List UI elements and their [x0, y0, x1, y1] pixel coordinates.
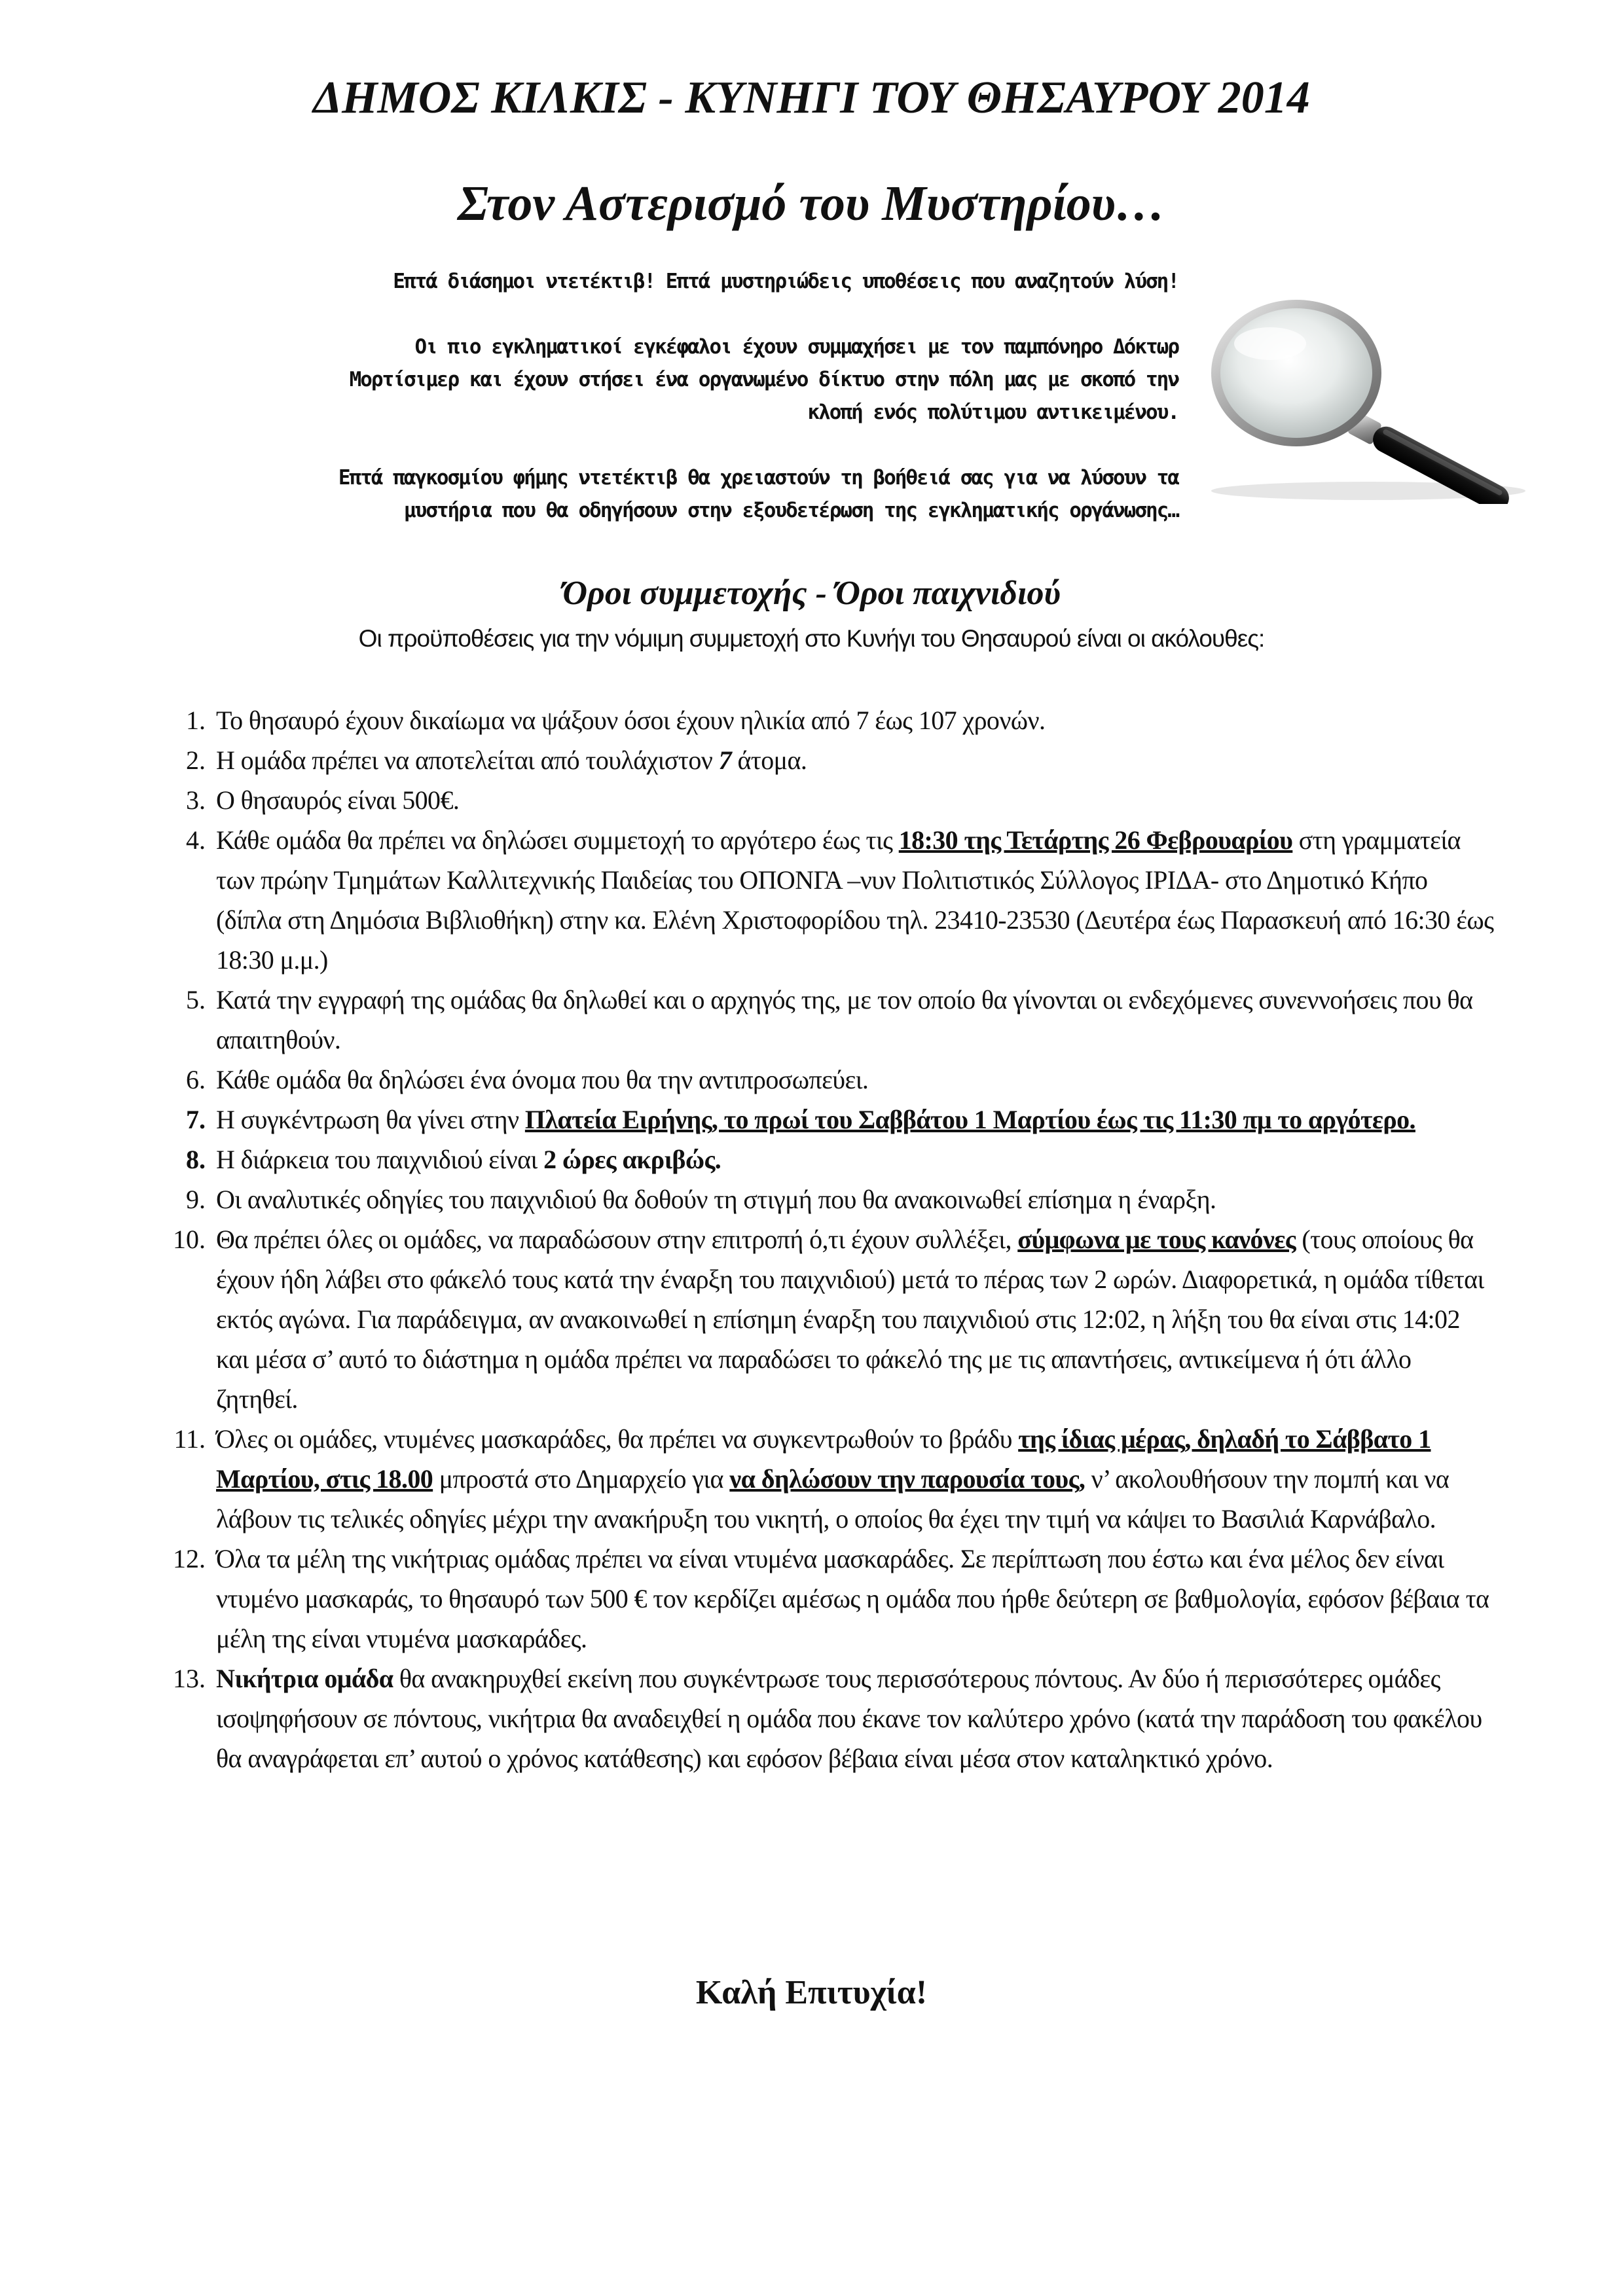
rule-text-part: Κάθε ομάδα θα πρέπει να δηλώσει συμμετοχή το αργότερο έως τις — [216, 825, 899, 855]
rule-number: 1. — [186, 706, 206, 735]
rule-number: 6. — [186, 1065, 206, 1094]
rule-text-emphasis: 18:30 της Τετάρτης 26 Φεβρουαρίου — [898, 825, 1293, 855]
rules-intro: Οι προϋποθέσεις για την νόμιμη συμμετοχή στο Κυνήγι του Θησαυρού είναι οι ακόλουθες: — [358, 625, 1265, 652]
rule-text: Κατά την εγγραφή της ομάδας θα δηλωθεί και ο αρχηγός της, με τον οποίο θα γίνονται οι ενδεχόμενες συνεννοήσεις που θα απαιτηθούν. — [216, 985, 1473, 1054]
rule-text — [216, 1139, 1498, 1179]
intro-text — [157, 265, 1178, 560]
intro-line: μυστήρια που θα οδηγήσουν στην εξουδετέρωση της εγκληματικής οργάνωσης… — [403, 499, 1178, 522]
rule-text-part: Η συγκέντρωση θα γίνει στην — [216, 1105, 525, 1134]
rule-text-emphasis: της ίδιας μέρας, δηλαδή το Σάββατο 1 Μαρτίου, στις 18.00 — [216, 1424, 1431, 1494]
rule-item — [162, 1139, 1498, 1179]
rule-item — [162, 1659, 1498, 1778]
rule-text-emphasis: Νικήτρια ομάδα — [216, 1664, 393, 1693]
rules-list — [162, 700, 1498, 1778]
rule-text-part: μπροστά στο Δημαρχείο για — [433, 1464, 730, 1494]
rule-text-part: Θα πρέπει όλες οι ομάδες, να παραδώσουν στην επιτροπή ό,τι έχουν συλλέξει, — [216, 1225, 1018, 1254]
rule-text-emphasis: Πλατεία Ειρήνης, το πρωί του Σαββάτου 1 Μαρτίου έως τις 11:30 πμ το αργότερο. — [524, 1105, 1415, 1134]
rule-number: 7. — [186, 1105, 206, 1134]
rule-text-emphasis: 7 — [718, 745, 732, 775]
rule-text — [216, 1419, 1498, 1539]
rule-text: Κάθε ομάδα θα δηλώσει ένα όνομα που θα την αντιπροσωπεύει. — [216, 1065, 869, 1094]
rule-text: Οι αναλυτικές οδηγίες του παιχνιδιού θα δοθούν τη στιγμή που θα ανακοινωθεί επίσημα η έναρξη. — [216, 1185, 1216, 1214]
rule-text — [216, 1659, 1498, 1778]
rule-text: Ο θησαυρός είναι 500€. — [216, 785, 460, 815]
rule-text-part: ν’ ακολουθήσουν την πομπή και να λάβουν τις τελικές οδηγίες μέχρι την ανακήρυξη του νικητή, ο οποίος θα έχει την τιμή να κάψει το Βασιλιά Καρνάβαλο. — [216, 1464, 1450, 1534]
rule-item — [162, 700, 1498, 740]
rule-number: 11. — [173, 1424, 206, 1454]
rule-item — [162, 1219, 1498, 1419]
rule-item — [162, 1060, 1498, 1100]
rule-text-part: Η ομάδα πρέπει να αποτελείται από τουλάχιστον — [216, 745, 719, 775]
rule-number: 9. — [186, 1185, 206, 1214]
rule-text: Το θησαυρό έχουν δικαίωμα να ψάξουν όσοι έχουν ηλικία από 7 έως 107 χρονών. — [216, 706, 1046, 735]
rule-number: 12. — [173, 1544, 206, 1573]
intro-line: Μορτίσιμερ και έχουν στήσει ένα οργανωμένο δίκτυο στην πόλη μας με σκοπό την — [349, 368, 1178, 391]
rule-text-emphasis: να δηλώσουν την παρουσία τους, — [729, 1464, 1085, 1494]
rule-item — [162, 780, 1498, 820]
rule-item — [162, 820, 1498, 980]
intro-paragraph-2 — [157, 331, 1178, 429]
rule-number: 2. — [186, 745, 206, 775]
rule-text-emphasis: σύμφωνα με τους κανόνες — [1017, 1225, 1296, 1254]
rule-number: 10. — [173, 1225, 206, 1254]
rule-text-part: στη γραμματεία των πρώην Τμημάτων Καλλιτεχνικής Παιδείας του ΟΠΟΝΓΑ –νυν Πολιτιστικός Σύλλογος ΙΡΙΔΑ- στο Δημοτικό Κήπο (δίπλα στη Δημόσια Βιβλιοθήκη) στην κα. Ελένη Χριστοφορίδου τηλ. 23410-23530 (Δευτέρα έως Παρασκευή από 16:30 έως 18:30 μ.μ.) — [216, 825, 1494, 975]
closing-message: Καλή Επιτυχία! — [695, 1974, 928, 2011]
intro-paragraph-1: Επτά διάσημοι ντετέκτιβ! Επτά μυστηριώδεις υποθέσεις που αναζητούν λύση! — [393, 270, 1178, 293]
rule-number: 8. — [186, 1145, 206, 1174]
rule-text-part: Όλες οι ομάδες, ντυμένες μασκαράδες, θα πρέπει να συγκεντρωθούν το βράδυ — [216, 1424, 1019, 1454]
document-title: ΔΗΜΟΣ ΚΙΛΚΙΣ - ΚΥΝΗΓΙ ΤΟΥ ΘΗΣΑΥΡΟΥ 2014 — [313, 73, 1310, 123]
rule-item — [162, 1419, 1498, 1539]
rule-number: 5. — [186, 985, 206, 1014]
rule-item — [162, 1100, 1498, 1139]
intro-line: κλοπή ενός πολύτιμου αντικειμένου. — [807, 401, 1178, 424]
rule-number: 3. — [186, 785, 206, 815]
rule-text — [216, 820, 1498, 980]
document-subtitle: Στον Αστερισμό του Μυστηρίου… — [458, 176, 1165, 231]
rule-text-part: θα ανακηρυχθεί εκείνη που συγκέντρωσε τους περισσότερους πόντους. Αν δύο ή περισσότερες ομάδες ισοψηφήσουν σε πόντους, νικήτρια θα αναδειχθεί η ομάδα που έκανε τον καλύτερο χρόνο (κατά την παράδοση του φακέλου θα αναγράφεται επ’ αυτού ο χρόνος κατάθεσης) και εφόσον βέβαια είναι μέσα στον καταληκτικό χρόνο. — [216, 1664, 1482, 1773]
rule-item — [162, 1539, 1498, 1659]
rules-heading: Όροι συμμετοχής - Όροι παιχνιδιού — [562, 575, 1061, 612]
intro-line: Οι πιο εγκληματικοί εγκέφαλοι έχουν συμμαχήσει με τον παμπόνηρο Δόκτωρ — [414, 335, 1178, 359]
rule-text — [216, 1219, 1498, 1419]
rule-text-emphasis: 2 ώρες ακριβώς. — [543, 1145, 721, 1174]
rule-text-part: (τους οποίους θα έχουν ήδη λάβει στο φάκελό τους κατά την έναρξη του παιχνιδιού) μετά το πέρας των 2 ωρών. Διαφορετικά, η ομάδα τίθεται εκτός αγώνα. Για παράδειγμα, αν ανακοινωθεί η επίσημη έναρξη του παιχνιδιού στις 12:02, η λήξη του θα είναι στις 14:02 και μέσα σ’ αυτό το διάστημα η ομάδα πρέπει να παραδώσει το φάκελό της με τις απαντήσεις, αντικείμενα ή ότι άλλο ζητηθεί. — [216, 1225, 1484, 1414]
rule-number: 13. — [173, 1664, 206, 1693]
rule-text — [216, 740, 1498, 780]
intro-line: Επτά παγκοσμίου φήμης ντετέκτιβ θα χρειαστούν τη βοήθειά σας για να λύσουν τα — [338, 466, 1178, 490]
intro-paragraph-3 — [157, 461, 1178, 527]
rule-text-part: άτομα. — [731, 745, 807, 775]
rule-number: 4. — [186, 825, 206, 855]
rule-text — [216, 1100, 1498, 1139]
rule-item — [162, 740, 1498, 780]
rule-text: Όλα τα μέλη της νικήτριας ομάδας πρέπει να είναι ντυμένα μασκαράδες. Σε περίπτωση που έστω και ένα μέλος δεν είναι ντυμένο μασκαράς, το θησαυρό των 500 € τον κερδίζει αμέσως η ομάδα που ήρθε δεύτερη σε βαθμολογία, εφόσον βέβαια τα μέλη της είναι ντυμένα μασκαράδες. — [216, 1544, 1489, 1653]
rule-item — [162, 1179, 1498, 1219]
rule-item — [162, 980, 1498, 1060]
rule-text-part: Η διάρκεια του παιχνιδιού είναι — [216, 1145, 544, 1174]
magnifying-glass-icon — [1198, 295, 1545, 504]
